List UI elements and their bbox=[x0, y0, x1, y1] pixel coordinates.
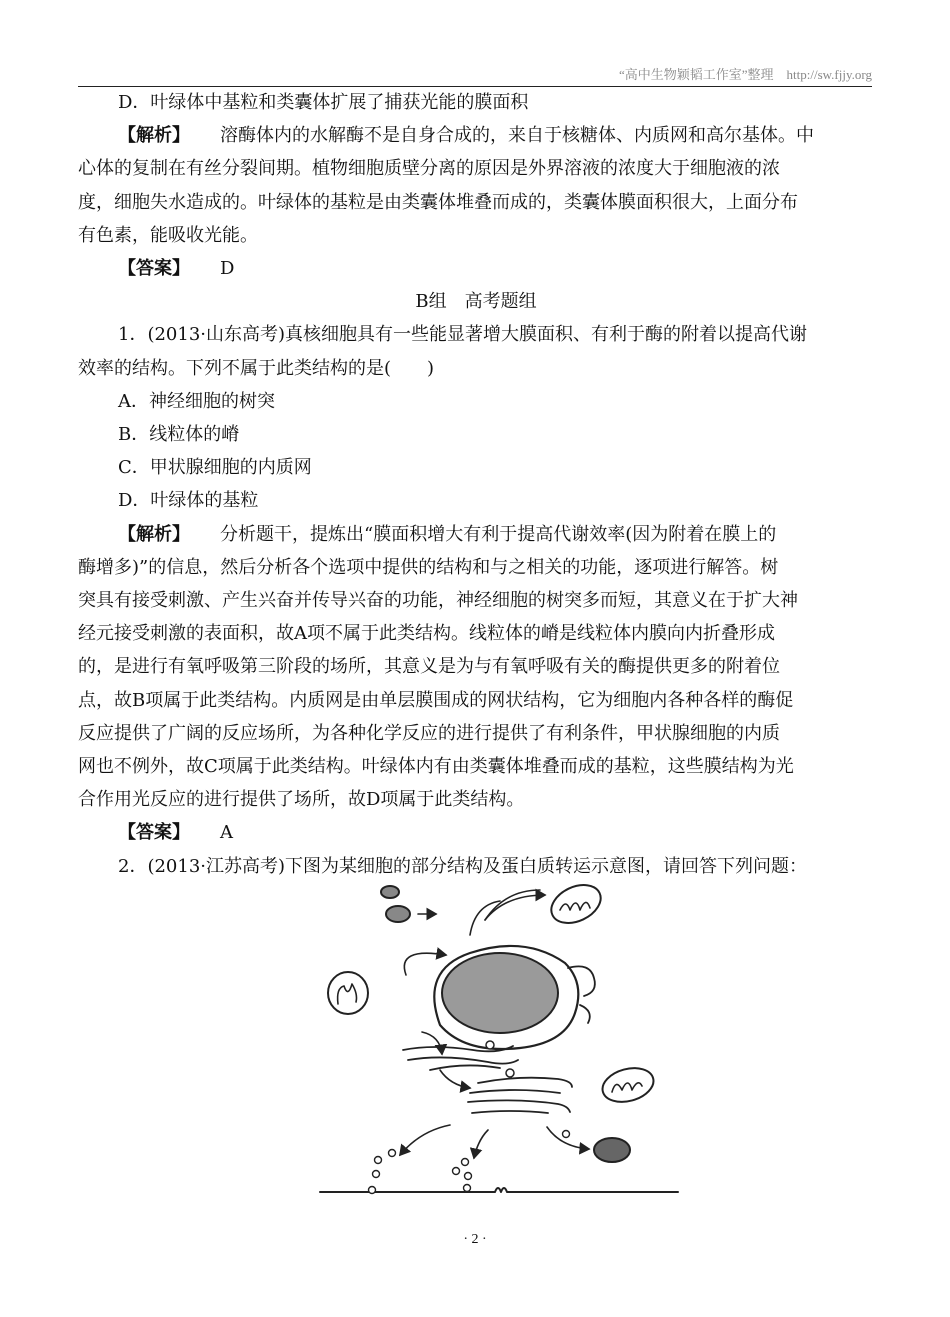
question-1-stem: 1．(2013·山东高考)真核细胞具有一些能显著增大膜面积、有利于酶的附着以提高代谢 bbox=[118, 324, 808, 346]
analysis-line: 心体的复制在有丝分裂间期。植物细胞质壁分离的原因是外界溶液的浓度大于细胞液的浓 bbox=[78, 158, 780, 180]
question-2-stem: 2．(2013·江苏高考)下图为某细胞的部分结构及蛋白质转运示意图，请回答下列问题： bbox=[118, 855, 808, 877]
analysis-line: 酶增多)”的信息，然后分析各个选项中提供的结构和与之相关的功能，逐项进行解答。树 bbox=[78, 556, 779, 578]
page-content bbox=[78, 86, 874, 883]
analysis-line: 分析题干，提炼出“膜面积增大有利于提高代谢效率(因为附着在膜上的 bbox=[220, 523, 777, 545]
option-a: A．神经细胞的树突 bbox=[118, 390, 275, 412]
mitochondrion-left bbox=[328, 972, 368, 1014]
analysis-line: 经元接受刺激的表面积，故A项不属于此类结构。线粒体的嵴是线粒体内膜向内折叠形成 bbox=[78, 623, 775, 645]
answer-label: 【答案】 bbox=[118, 822, 190, 844]
page-header: “高中生物颖韬工作室”整理 http://sw.fjjy.org bbox=[618, 67, 872, 82]
answer-row bbox=[78, 252, 874, 285]
small-organelles-top bbox=[381, 886, 410, 922]
analysis-line: 反应提供了广阔的反应场所，为各种化学反应的进行提供了有利条件，甲状腺细胞的内质 bbox=[78, 722, 780, 744]
analysis-line: 网也不例外，故C项属于此类结构。叶绿体内有由类囊体堆叠而成的基粒，这些膜结构为光 bbox=[78, 756, 794, 778]
analysis-line: 有色素，能吸收光能。 bbox=[78, 224, 258, 246]
analysis-line: 合作用光反应的进行提供了场所，故D项属于此类结构。 bbox=[78, 789, 525, 811]
option-b: B．线粒体的嵴 bbox=[118, 424, 240, 446]
analysis-label: 【解析】 bbox=[118, 125, 190, 147]
endoplasmic-reticulum bbox=[403, 1046, 518, 1070]
option-d: D．叶绿体的基粒 bbox=[118, 490, 259, 512]
answer-row bbox=[78, 816, 874, 849]
plasma-membrane bbox=[320, 1185, 678, 1194]
analysis-label: 【解析】 bbox=[118, 523, 190, 545]
answer-value: A bbox=[220, 822, 233, 844]
dark-organelle bbox=[594, 1138, 630, 1162]
option-c: C．甲状腺细胞的内质网 bbox=[118, 457, 312, 479]
question-1-stem: 效率的结构。下列不属于此类结构的是( ) bbox=[78, 357, 435, 379]
answer-label: 【答案】 bbox=[118, 258, 190, 280]
analysis-line: 突具有接受刺激、产生兴奋并传导兴奋的功能，神经细胞的树突多而短，其意义在于扩大神 bbox=[78, 590, 798, 612]
golgi-apparatus bbox=[468, 1069, 572, 1113]
mitochondrion-right bbox=[599, 1063, 658, 1107]
option-d: D．叶绿体中基粒和类囊体扩展了捕获光能的膜面积 bbox=[118, 92, 529, 113]
analysis-paragraph bbox=[78, 119, 874, 152]
mitochondrion-top bbox=[545, 880, 606, 930]
analysis-line: 的，是进行有氧呼吸第三阶段的场所，其意义是为与有氧呼吸有关的酶提供更多的附着位 bbox=[78, 656, 780, 678]
nuclear-import-arrow bbox=[404, 953, 446, 975]
analysis-line: 溶酶体内的水解酶不是自身合成的，来自于核糖体、内质网和高尔基体。中 bbox=[220, 125, 814, 147]
answer-value: D bbox=[220, 258, 235, 280]
cell-protein-transport-diagram bbox=[310, 880, 690, 1200]
section-title: B组 高考题组 bbox=[415, 291, 537, 313]
vesicle bbox=[486, 1041, 494, 1049]
nucleus bbox=[434, 946, 595, 1049]
secretory-vesicles bbox=[373, 1150, 472, 1180]
analysis-line: 度，细胞失水造成的。叶绿体的基粒是由类囊体堆叠而成的，类囊体膜面积很大，上面分布 bbox=[78, 191, 798, 213]
analysis-paragraph bbox=[78, 518, 874, 551]
page-number: · 2 · bbox=[463, 1232, 487, 1247]
analysis-line: 点，故B项属于此类结构。内质网是由单层膜围成的网状结构，它为细胞内各种各样的酶促 bbox=[78, 689, 794, 711]
